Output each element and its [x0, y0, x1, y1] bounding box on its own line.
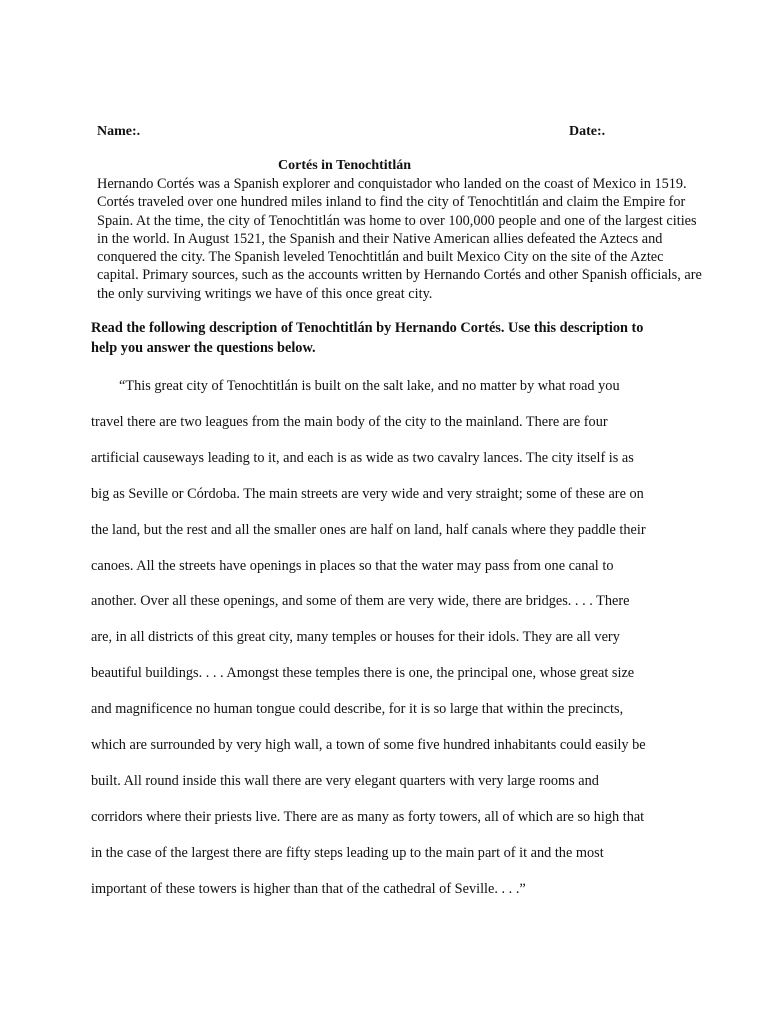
quote-line: beautiful buildings. . . . Amongst these temples there is one, the principal one, whose great size: [91, 665, 635, 682]
intro-line: conquered the city. The Spanish leveled Tenochtitlán and built Mexico City on the site of the Aztec: [97, 249, 664, 266]
quote-line: another. Over all these openings, and some of them are very wide, there are bridges. . . . There: [91, 593, 630, 610]
name-label: Name:.: [97, 124, 141, 139]
quote-line: artificial causeways leading to it, and each is as wide as two cavalry lances. The city itself is as: [91, 449, 634, 466]
quote-line: built. All round inside this wall there are very elegant quarters with very large rooms and: [91, 772, 599, 789]
quote-line: corridors where their priests live. There are as many as forty towers, all of which are so high that: [91, 808, 645, 825]
intro-line: Hernando Cortés was a Spanish explorer and conquistador who landed on the coast of Mexico in 1519.: [97, 176, 687, 192]
quote-line: in the case of the largest there are fifty steps leading up to the main part of it and the most: [91, 844, 604, 861]
quote-line: are, in all districts of this great city, many temples or houses for their idols. They are all very: [91, 629, 620, 646]
quote-line: important of these towers is higher than that of the cathedral of Seville. . . .”: [91, 880, 526, 897]
intro-paragraph: [97, 175, 737, 303]
quote-line: big as Seville or Córdoba. The main streets are very wide and very straight; some of these are on: [91, 485, 644, 502]
intro-line: the only surviving writings we have of this once great city.: [97, 285, 433, 302]
quote-line: and magnificence no human tongue could describe, for it is so large that within the precincts,: [91, 701, 624, 718]
quote-line: which are surrounded by very high wall, a town of some five hundred inhabitants could easily be: [91, 737, 646, 754]
quote-line: “This great city of Tenochtitlán is built on the salt lake, and no matter by what road you: [119, 378, 620, 394]
instruction-line: help you answer the questions below.: [91, 340, 316, 356]
quote-line: canoes. All the streets have openings in places so that the water may pass from one canal to: [91, 557, 614, 574]
instruction-line: Read the following description of Tenochtitlán by Hernando Cortés. Use this description to: [91, 320, 644, 336]
instructions: [91, 318, 731, 358]
date-label: Date:.: [569, 124, 606, 139]
intro-line: capital. Primary sources, such as the accounts written by Hernando Cortés and other Spanish officials, are: [97, 267, 702, 284]
quote-line: the land, but the rest and all the smaller ones are half on land, half canals where they paddle their: [91, 521, 646, 538]
cortes-quote: [91, 369, 731, 908]
quote-line: travel there are two leagues from the main body of the city to the mainland. There are four: [91, 413, 608, 430]
document-title: Cortés in Tenochtitlán: [278, 158, 412, 173]
intro-line: Spain. At the time, the city of Tenochtitlán was home to over 100,000 people and one of the largest cities: [97, 212, 697, 229]
intro-line: Cortés traveled over one hundred miles inland to find the city of Tenochtitlán and claim the Empire for: [97, 194, 686, 211]
intro-line: in the world. In August 1521, the Spanish and their Native American allies defeated the Aztecs and: [97, 230, 663, 247]
